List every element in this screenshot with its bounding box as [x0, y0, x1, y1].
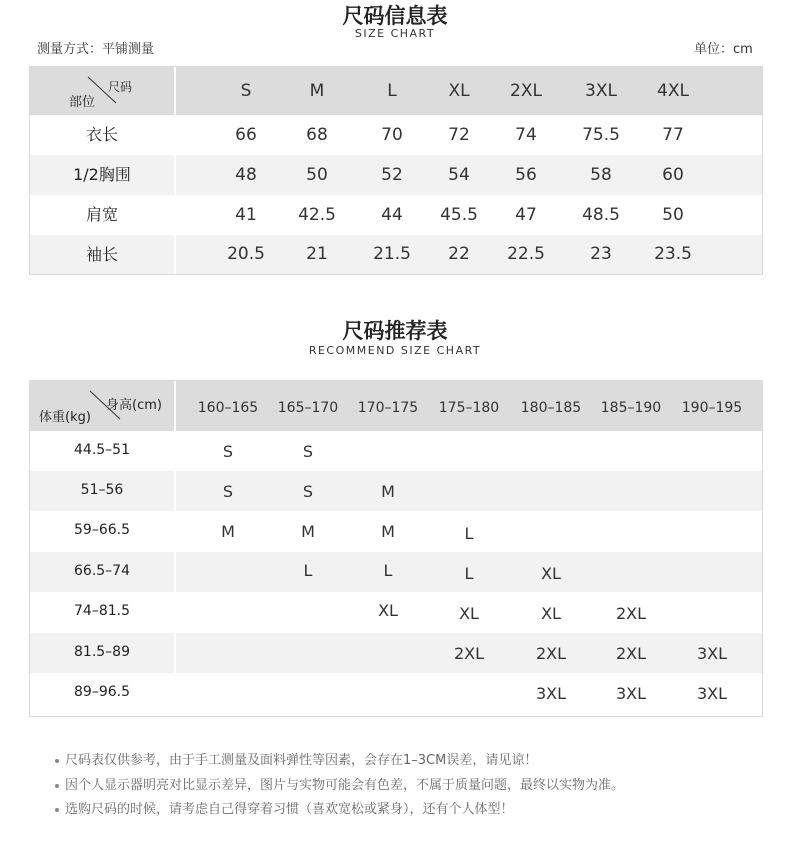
size-chart-title: 尺码信息表 [342, 4, 448, 28]
column-divider [174, 235, 176, 274]
note-text: 因个人显示器明亮对比显示差异，图片与实物可能会有色差，不属于质量问题，最终以实物为准。 [65, 778, 625, 793]
row-label: 肩宽 [85, 205, 118, 224]
size-info-table [29, 66, 763, 275]
bullet-icon [55, 784, 59, 788]
table-cell: 75.5 [582, 125, 620, 145]
table-cell: 68 [306, 125, 328, 145]
height-col-header: 175–180 [438, 400, 500, 416]
row-label: 66.5–74 [74, 563, 130, 579]
recommend-header-row [30, 381, 762, 431]
column-divider [174, 155, 176, 195]
table-cell: M [381, 522, 395, 541]
height-col-header: 190–195 [681, 400, 743, 416]
table-cell: 54 [448, 165, 470, 185]
table-cell: 56 [515, 165, 537, 185]
row-label: 袖长 [85, 245, 118, 264]
note-text: 尺码表仅供参考，由于手工测量及面料弹性等因素，会存在1–3CM误差，请见谅！ [65, 753, 538, 768]
table-cell: L [464, 524, 474, 543]
table-row [30, 552, 762, 592]
table-row [30, 511, 762, 552]
table-row [30, 673, 762, 716]
row-label: 51–56 [80, 482, 124, 498]
table-cell: L [303, 561, 313, 580]
table-cell: 60 [662, 165, 684, 185]
table-cell: 2XL [615, 644, 647, 663]
row-label: 89–96.5 [74, 684, 130, 700]
table-cell: M [301, 522, 315, 541]
table-cell: S [302, 482, 314, 501]
row-label: 59–66.5 [74, 522, 130, 538]
recommend-table [29, 380, 763, 717]
row-label: 81.5–89 [74, 644, 130, 660]
size-chart-subtitle: SIZE CHART [354, 27, 436, 40]
column-divider [174, 471, 176, 511]
table-row [30, 471, 762, 511]
table-cell: 48.5 [582, 205, 620, 225]
table-cell: 74 [515, 125, 537, 145]
table-cell: 42.5 [298, 205, 336, 225]
column-divider [174, 67, 176, 115]
table-row [30, 155, 762, 195]
table-row [30, 633, 762, 673]
table-cell: 2XL [453, 644, 485, 663]
table-cell: 47 [515, 205, 537, 225]
note-item [55, 798, 514, 817]
bullet-icon [55, 759, 59, 763]
height-col-header: 160–165 [197, 400, 259, 416]
table-cell: S [222, 442, 234, 461]
note-text: 选购尺码的时候，请考虑自己得穿着习惯（喜欢宽松或紧身），还有个人体型！ [65, 802, 514, 817]
table-cell: XL [378, 601, 398, 620]
recommend-chart-subtitle: RECOMMEND SIZE CHART [308, 344, 482, 357]
table-cell: 48 [235, 165, 257, 185]
size-col-header: S [240, 81, 252, 101]
table-cell: 23.5 [654, 244, 692, 264]
table-cell: 66 [235, 125, 257, 145]
recommend-chart-title: 尺码推荐表 [342, 319, 448, 343]
row-label: 44.5–51 [74, 442, 130, 458]
table-cell: 2XL [615, 604, 647, 623]
table-cell: 21 [306, 244, 328, 264]
table-cell: 20.5 [227, 244, 265, 264]
table-cell: 77 [662, 125, 684, 145]
table-cell: 44 [381, 205, 403, 225]
row-label: 衣长 [85, 125, 118, 144]
table-cell: S [302, 442, 314, 461]
table-cell: 3XL [535, 684, 567, 703]
corner-height-label: 身高(cm) [106, 398, 162, 413]
table-cell: 41 [235, 205, 257, 225]
height-col-header: 165–170 [277, 400, 339, 416]
table-cell: 45.5 [440, 205, 478, 225]
table-cell: M [221, 522, 235, 541]
unit-label: 单位：cm [694, 42, 753, 57]
column-divider [174, 633, 176, 673]
column-divider [174, 381, 176, 431]
table-cell: 50 [662, 205, 684, 225]
table-cell: 3XL [696, 644, 728, 663]
table-cell: XL [541, 604, 561, 623]
table-cell: XL [541, 564, 561, 583]
size-col-header: 3XL [585, 81, 617, 101]
note-item [55, 774, 624, 793]
corner-part-label: 部位 [69, 95, 96, 110]
table-cell: 3XL [696, 684, 728, 703]
table-cell: S [222, 482, 234, 501]
table-row [30, 195, 762, 235]
size-col-header: M [309, 81, 325, 101]
table-row [30, 235, 762, 274]
table-row [30, 115, 762, 155]
table-row [30, 431, 762, 471]
size-col-header: XL [448, 81, 470, 101]
table-cell: 72 [448, 125, 470, 145]
height-col-header: 180–185 [520, 400, 582, 416]
bullet-icon [55, 808, 59, 812]
table-cell: L [383, 561, 393, 580]
size-col-header: L [387, 81, 397, 101]
table-cell: 22.5 [507, 244, 545, 264]
table-cell: 3XL [615, 684, 647, 703]
height-col-header: 185–190 [600, 400, 662, 416]
table-cell: XL [459, 604, 479, 623]
table-cell: 52 [381, 165, 403, 185]
corner-weight-label: 体重(kg) [39, 410, 91, 425]
corner-size-label: 尺码 [108, 80, 133, 94]
table-cell: M [381, 482, 395, 501]
table-cell: 58 [590, 165, 612, 185]
row-label: 1/2胸围 [73, 165, 131, 184]
height-col-header: 170–175 [357, 400, 419, 416]
size-header-row [30, 67, 762, 115]
note-item [55, 749, 537, 768]
table-cell: 50 [306, 165, 328, 185]
measure-method: 测量方式：平铺测量 [37, 42, 155, 57]
table-cell: 2XL [535, 644, 567, 663]
table-row [30, 592, 762, 633]
table-cell: L [464, 564, 474, 583]
table-cell: 22 [448, 244, 470, 264]
size-col-header: 2XL [510, 81, 542, 101]
row-label: 74–81.5 [74, 603, 130, 619]
corner-diagonal [30, 67, 174, 115]
size-col-header: 4XL [657, 81, 689, 101]
table-cell: 23 [590, 244, 612, 264]
table-cell: 70 [381, 125, 403, 145]
column-divider [174, 552, 176, 592]
table-cell: 21.5 [373, 244, 411, 264]
